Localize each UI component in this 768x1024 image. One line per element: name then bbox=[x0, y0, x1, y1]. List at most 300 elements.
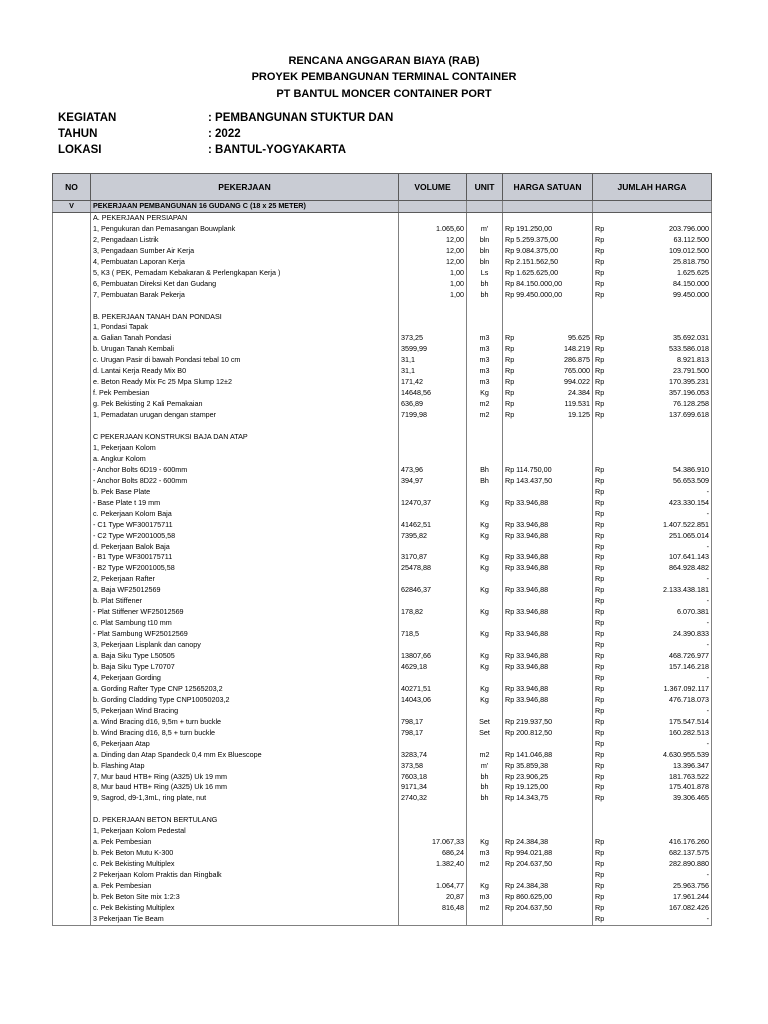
cell-harga-satuan bbox=[503, 804, 593, 815]
table-row bbox=[53, 498, 712, 509]
col-volume: VOLUME bbox=[399, 174, 467, 201]
cell-harga-satuan: Rp 33.946,88 bbox=[503, 662, 593, 673]
currency-label: Rp bbox=[595, 596, 605, 606]
cell-unit: m2 bbox=[467, 750, 503, 761]
cell-jumlah-harga bbox=[593, 728, 712, 739]
cell-harga-satuan bbox=[503, 201, 593, 213]
table-row bbox=[53, 706, 712, 717]
cell-harga-satuan bbox=[503, 739, 593, 750]
cell-no bbox=[53, 235, 91, 246]
jumlah-split bbox=[595, 574, 709, 585]
amount-value: - bbox=[706, 640, 709, 650]
cell-jumlah-harga bbox=[593, 235, 712, 246]
cell-unit: bln bbox=[467, 257, 503, 268]
cell-volume: 1.065,60 bbox=[399, 224, 467, 235]
jumlah-split bbox=[595, 640, 709, 651]
cell-jumlah-harga bbox=[593, 520, 712, 531]
cell-pekerjaan bbox=[91, 804, 399, 815]
cell-volume bbox=[399, 914, 467, 925]
cell-no bbox=[53, 333, 91, 344]
cell-jumlah-harga bbox=[593, 848, 712, 859]
jumlah-split bbox=[595, 531, 709, 542]
jumlah-split bbox=[595, 410, 709, 421]
cell-unit bbox=[467, 509, 503, 520]
cell-pekerjaan: a. Wind Bracing d16, 9,5m + turn buckle bbox=[91, 717, 399, 728]
price-value: 119.531 bbox=[564, 399, 590, 409]
cell-harga-satuan: Rp 33.946,88 bbox=[503, 629, 593, 640]
cell-jumlah-harga bbox=[593, 804, 712, 815]
amount-value: 25.963.756 bbox=[673, 881, 709, 891]
jumlah-split bbox=[595, 377, 709, 388]
currency-label: Rp bbox=[595, 607, 605, 617]
cell-volume bbox=[399, 443, 467, 454]
currency-label: Rp bbox=[595, 475, 605, 485]
cell-pekerjaan: 5, K3 ( PEK, Pemadam Kebakaran & Perlengkapan Kerja ) bbox=[91, 268, 399, 279]
cell-unit: m3 bbox=[467, 848, 503, 859]
meta-kegiatan bbox=[58, 112, 393, 124]
table-row bbox=[53, 684, 712, 695]
table-row bbox=[53, 465, 712, 476]
cell-volume bbox=[399, 804, 467, 815]
jumlah-split bbox=[595, 837, 709, 848]
section-row bbox=[53, 201, 712, 213]
cell-jumlah-harga bbox=[593, 465, 712, 476]
currency-label: Rp bbox=[595, 716, 605, 726]
cell-harga-satuan bbox=[503, 333, 593, 344]
cell-no bbox=[53, 257, 91, 268]
cell-volume: 718,5 bbox=[399, 629, 467, 640]
cell-pekerjaan bbox=[91, 301, 399, 312]
jumlah-split bbox=[595, 257, 709, 268]
table-row bbox=[53, 673, 712, 684]
cell-jumlah-harga bbox=[593, 333, 712, 344]
jumlah-split bbox=[595, 728, 709, 739]
cell-jumlah-harga bbox=[593, 914, 712, 925]
cell-pekerjaan: a. Angkur Kolom bbox=[91, 454, 399, 465]
table-row bbox=[53, 782, 712, 793]
cell-no bbox=[53, 410, 91, 421]
cell-jumlah-harga bbox=[593, 563, 712, 574]
jumlah-split bbox=[595, 859, 709, 870]
cell-pekerjaan: D. PEKERJAAN BETON BERTULANG bbox=[91, 815, 399, 826]
jumlah-split bbox=[595, 520, 709, 531]
currency-label: Rp bbox=[595, 366, 605, 376]
table-row bbox=[53, 695, 712, 706]
cell-unit: Kg bbox=[467, 837, 503, 848]
cell-no bbox=[53, 607, 91, 618]
cell-volume: 798,17 bbox=[399, 728, 467, 739]
table-row bbox=[53, 728, 712, 739]
amount-value: 76.128.258 bbox=[673, 399, 709, 409]
cell-no bbox=[53, 563, 91, 574]
currency-label: Rp bbox=[595, 234, 605, 244]
cell-unit: Bh bbox=[467, 476, 503, 487]
cell-pekerjaan: 2 Pekerjaan Kolom Praktis dan Ringbalk bbox=[91, 870, 399, 881]
cell-jumlah-harga bbox=[593, 695, 712, 706]
jumlah-split bbox=[595, 903, 709, 914]
amount-value: 137.699.618 bbox=[669, 410, 709, 420]
cell-no bbox=[53, 772, 91, 783]
cell-unit: Kg bbox=[467, 585, 503, 596]
col-pekerjaan: PEKERJAAN bbox=[91, 174, 399, 201]
cell-pekerjaan: g. Pek Bekisting 2 Kali Pemakaian bbox=[91, 399, 399, 410]
cell-unit: m3 bbox=[467, 355, 503, 366]
table-body bbox=[53, 201, 712, 926]
cell-unit: m2 bbox=[467, 859, 503, 870]
cell-harga-satuan bbox=[503, 312, 593, 323]
cell-pekerjaan: b. Plat Stiffener bbox=[91, 596, 399, 607]
cell-volume bbox=[399, 301, 467, 312]
cell-pekerjaan: 4, Pekerjaan Gording bbox=[91, 673, 399, 684]
table-row bbox=[53, 607, 712, 618]
cell-volume: 7199,98 bbox=[399, 410, 467, 421]
currency-label: Rp bbox=[595, 662, 605, 671]
cell-volume: 13807,66 bbox=[399, 651, 467, 662]
cell-jumlah-harga bbox=[593, 750, 712, 761]
cell-harga-satuan bbox=[503, 596, 593, 607]
cell-jumlah-harga bbox=[593, 793, 712, 804]
cell-no bbox=[53, 793, 91, 804]
currency-label: Rp bbox=[595, 881, 605, 891]
cell-jumlah-harga bbox=[593, 531, 712, 542]
table-row bbox=[53, 377, 712, 388]
cell-no bbox=[53, 476, 91, 487]
cell-unit bbox=[467, 421, 503, 432]
cell-unit: Kg bbox=[467, 881, 503, 892]
cell-unit: m2 bbox=[467, 903, 503, 914]
currency-label: Rp bbox=[505, 388, 515, 398]
cell-pekerjaan: c. Pek Bekisting Multiplex bbox=[91, 859, 399, 870]
cell-unit bbox=[467, 487, 503, 498]
cell-jumlah-harga bbox=[593, 552, 712, 563]
amount-value: 1.367.092.117 bbox=[663, 683, 709, 693]
cell-jumlah-harga bbox=[593, 618, 712, 629]
cell-harga-satuan bbox=[503, 815, 593, 826]
cell-unit bbox=[467, 618, 503, 629]
price-value: 765.000 bbox=[564, 366, 590, 376]
cell-harga-satuan: Rp 994.021,88 bbox=[503, 848, 593, 859]
cell-unit: Kg bbox=[467, 563, 503, 574]
cell-volume bbox=[399, 826, 467, 837]
jumlah-split bbox=[595, 892, 709, 903]
cell-jumlah-harga bbox=[593, 782, 712, 793]
amount-value: 203.796.000 bbox=[669, 223, 709, 233]
cell-harga-satuan: Rp 9.084.375,00 bbox=[503, 246, 593, 257]
cell-no bbox=[53, 859, 91, 870]
cell-harga-satuan: Rp 204.637,50 bbox=[503, 903, 593, 914]
cell-pekerjaan: C PEKERJAAN KONSTRUKSI BAJA DAN ATAP bbox=[91, 432, 399, 443]
cell-unit: Ls bbox=[467, 268, 503, 279]
cell-jumlah-harga bbox=[593, 772, 712, 783]
currency-label: Rp bbox=[595, 519, 605, 529]
currency-label: Rp bbox=[595, 289, 605, 299]
cell-harga-satuan: Rp 24.384,38 bbox=[503, 837, 593, 848]
cell-no bbox=[53, 322, 91, 333]
cell-pekerjaan: a. Baja Siku Type L50505 bbox=[91, 651, 399, 662]
cell-jumlah-harga bbox=[593, 498, 712, 509]
table-row bbox=[53, 268, 712, 279]
cell-pekerjaan: 3, Pengadaan Sumber Air Kerja bbox=[91, 246, 399, 257]
cell-jumlah-harga bbox=[593, 377, 712, 388]
table-row bbox=[53, 246, 712, 257]
harga-satuan-split bbox=[505, 399, 590, 410]
currency-label: Rp bbox=[595, 410, 605, 420]
cell-no bbox=[53, 443, 91, 454]
cell-jumlah-harga bbox=[593, 684, 712, 695]
cell-unit: bh bbox=[467, 290, 503, 301]
cell-no bbox=[53, 520, 91, 531]
cell-harga-satuan: Rp 33.946,88 bbox=[503, 695, 593, 706]
amount-value: 84.150.000 bbox=[673, 278, 709, 288]
amount-value: 109.012.500 bbox=[669, 245, 709, 255]
jumlah-split bbox=[595, 476, 709, 487]
amount-value: - bbox=[706, 541, 709, 551]
table-row bbox=[53, 235, 712, 246]
cell-harga-satuan: Rp 200.812,50 bbox=[503, 728, 593, 739]
cell-pekerjaan: 5, Pekerjaan Wind Bracing bbox=[91, 706, 399, 717]
cell-unit bbox=[467, 804, 503, 815]
cell-pekerjaan: - Base Plate t 19 mm bbox=[91, 498, 399, 509]
jumlah-split bbox=[595, 782, 709, 793]
cell-pekerjaan: a. Gording Rafter Type CNP 12565203,2 bbox=[91, 684, 399, 695]
cell-unit: bh bbox=[467, 772, 503, 783]
cell-volume: 20,87 bbox=[399, 892, 467, 903]
cell-jumlah-harga bbox=[593, 224, 712, 235]
meta-label: TAHUN bbox=[58, 128, 98, 140]
jumlah-split bbox=[595, 355, 709, 366]
currency-label: Rp bbox=[505, 377, 515, 387]
cell-pekerjaan: c. Urugan Pasir di bawah Pondasi tebal 10 cm bbox=[91, 355, 399, 366]
table-row bbox=[53, 399, 712, 410]
table-row bbox=[53, 410, 712, 421]
cell-unit bbox=[467, 542, 503, 553]
currency-label: Rp bbox=[595, 782, 605, 792]
cell-volume: 9171,34 bbox=[399, 782, 467, 793]
cell-pekerjaan: - Anchor Bolts 8D22 - 600mm bbox=[91, 476, 399, 487]
cell-no bbox=[53, 870, 91, 881]
table-row bbox=[53, 443, 712, 454]
currency-label: Rp bbox=[595, 508, 605, 518]
cell-pekerjaan: d. Lantai Kerja Ready Mix B0 bbox=[91, 366, 399, 377]
cell-harga-satuan bbox=[503, 487, 593, 498]
cell-no bbox=[53, 651, 91, 662]
cell-unit: Bh bbox=[467, 465, 503, 476]
currency-label: Rp bbox=[595, 333, 605, 343]
table-row bbox=[53, 892, 712, 903]
cell-volume: 40271,51 bbox=[399, 684, 467, 695]
cell-no bbox=[53, 596, 91, 607]
jumlah-split bbox=[595, 585, 709, 596]
cell-pekerjaan: a. Baja WF25012569 bbox=[91, 585, 399, 596]
harga-satuan-split bbox=[505, 388, 590, 399]
currency-label: Rp bbox=[505, 399, 515, 409]
table-row bbox=[53, 487, 712, 498]
cell-jumlah-harga bbox=[593, 257, 712, 268]
currency-label: Rp bbox=[505, 410, 515, 420]
table-row bbox=[53, 520, 712, 531]
amount-value: - bbox=[706, 705, 709, 715]
cell-no bbox=[53, 848, 91, 859]
amount-value: 24.390.833 bbox=[673, 629, 709, 639]
cell-harga-satuan: Rp 1.625.625,00 bbox=[503, 268, 593, 279]
jumlah-split bbox=[595, 596, 709, 607]
cell-harga-satuan: Rp 191.250,00 bbox=[503, 224, 593, 235]
table-row bbox=[53, 881, 712, 892]
cell-jumlah-harga bbox=[593, 410, 712, 421]
currency-label: Rp bbox=[595, 683, 605, 693]
currency-label: Rp bbox=[595, 245, 605, 255]
amount-value: 1.407.522.851 bbox=[663, 519, 709, 529]
price-value: 994.022 bbox=[564, 377, 590, 387]
cell-jumlah-harga bbox=[593, 212, 712, 223]
cell-pekerjaan: b. Baja Siku Type L70707 bbox=[91, 662, 399, 673]
cell-jumlah-harga bbox=[593, 815, 712, 826]
table-row bbox=[53, 552, 712, 563]
table-row bbox=[53, 585, 712, 596]
cell-unit: m3 bbox=[467, 366, 503, 377]
amount-value: - bbox=[706, 486, 709, 496]
table-row bbox=[53, 772, 712, 783]
cell-jumlah-harga bbox=[593, 870, 712, 881]
cell-unit bbox=[467, 815, 503, 826]
cell-pekerjaan: d. Pekerjaan Balok Baja bbox=[91, 542, 399, 553]
cell-unit: m' bbox=[467, 224, 503, 235]
cell-unit: m2 bbox=[467, 410, 503, 421]
table-row bbox=[53, 312, 712, 323]
table-row bbox=[53, 640, 712, 651]
cell-pekerjaan: 1, Pondasi Tapak bbox=[91, 322, 399, 333]
jumlah-split bbox=[595, 793, 709, 804]
cell-jumlah-harga bbox=[593, 717, 712, 728]
currency-label: Rp bbox=[595, 399, 605, 409]
currency-label: Rp bbox=[595, 694, 605, 704]
cell-unit: m3 bbox=[467, 892, 503, 903]
cell-volume bbox=[399, 640, 467, 651]
currency-label: Rp bbox=[595, 344, 605, 354]
currency-label: Rp bbox=[505, 333, 515, 343]
cell-unit: Kg bbox=[467, 388, 503, 399]
cell-pekerjaan: 1, Pekerjaan Kolom Pedestal bbox=[91, 826, 399, 837]
cell-pekerjaan: f. Pek Pembesian bbox=[91, 388, 399, 399]
cell-pekerjaan: b. Pek Beton Site mix 1:2:3 bbox=[91, 892, 399, 903]
doc-title: RENCANA ANGGARAN BIAYA (RAB) bbox=[288, 55, 480, 67]
cell-no bbox=[53, 903, 91, 914]
cell-no bbox=[53, 739, 91, 750]
jumlah-split bbox=[595, 848, 709, 859]
cell-unit: bh bbox=[467, 279, 503, 290]
currency-label: Rp bbox=[595, 223, 605, 233]
cell-harga-satuan bbox=[503, 870, 593, 881]
cell-volume: 394,97 bbox=[399, 476, 467, 487]
cell-harga-satuan bbox=[503, 399, 593, 410]
cell-unit bbox=[467, 706, 503, 717]
amount-value: 1.625.625 bbox=[677, 267, 709, 277]
cell-no bbox=[53, 881, 91, 892]
currency-label: Rp bbox=[595, 629, 605, 639]
cell-unit bbox=[467, 914, 503, 925]
price-value: 95.625 bbox=[568, 333, 590, 343]
amount-value: 864.928.482 bbox=[669, 563, 709, 573]
jumlah-split bbox=[595, 279, 709, 290]
cell-pekerjaan: b. Pek Base Plate bbox=[91, 487, 399, 498]
table-row bbox=[53, 388, 712, 399]
cell-no bbox=[53, 542, 91, 553]
cell-harga-satuan bbox=[503, 673, 593, 684]
amount-value: - bbox=[706, 870, 709, 880]
currency-label: Rp bbox=[595, 640, 605, 650]
cell-no bbox=[53, 717, 91, 728]
currency-label: Rp bbox=[595, 618, 605, 628]
cell-unit: Set bbox=[467, 717, 503, 728]
cell-pekerjaan: - Anchor Bolts 6D19 - 600mm bbox=[91, 465, 399, 476]
table-row bbox=[53, 542, 712, 553]
table-row bbox=[53, 903, 712, 914]
cell-no bbox=[53, 837, 91, 848]
jumlah-split bbox=[595, 290, 709, 301]
table-row bbox=[53, 257, 712, 268]
cell-unit bbox=[467, 212, 503, 223]
jumlah-split bbox=[595, 618, 709, 629]
col-unit: UNIT bbox=[467, 174, 503, 201]
cell-volume bbox=[399, 673, 467, 684]
cell-harga-satuan bbox=[503, 344, 593, 355]
cell-unit bbox=[467, 640, 503, 651]
currency-label: Rp bbox=[595, 278, 605, 288]
cell-jumlah-harga bbox=[593, 881, 712, 892]
cell-volume: 12,00 bbox=[399, 235, 467, 246]
cell-jumlah-harga bbox=[593, 607, 712, 618]
cell-harga-satuan bbox=[503, 366, 593, 377]
currency-label: Rp bbox=[595, 892, 605, 901]
cell-volume: 12,00 bbox=[399, 246, 467, 257]
currency-label: Rp bbox=[595, 388, 605, 398]
currency-label: Rp bbox=[595, 541, 605, 551]
cell-volume bbox=[399, 596, 467, 607]
cell-no bbox=[53, 487, 91, 498]
table-row bbox=[53, 750, 712, 761]
cell-no bbox=[53, 552, 91, 563]
jumlah-split bbox=[595, 684, 709, 695]
cell-jumlah-harga bbox=[593, 673, 712, 684]
cell-jumlah-harga bbox=[593, 432, 712, 443]
jumlah-split bbox=[595, 651, 709, 662]
harga-satuan-split bbox=[505, 366, 590, 377]
cell-pekerjaan: 2, Pengadaan Listrik bbox=[91, 235, 399, 246]
meta-label: LOKASI bbox=[58, 144, 102, 156]
cell-harga-satuan: Rp 23.906,25 bbox=[503, 772, 593, 783]
currency-label: Rp bbox=[595, 530, 605, 540]
table-row bbox=[53, 662, 712, 673]
cell-unit bbox=[467, 322, 503, 333]
amount-value: 416.176.260 bbox=[669, 837, 709, 847]
cell-unit bbox=[467, 312, 503, 323]
cell-no bbox=[53, 684, 91, 695]
currency-label: Rp bbox=[595, 672, 605, 682]
cell-unit: Kg bbox=[467, 662, 503, 673]
cell-harga-satuan: Rp 19.125,00 bbox=[503, 782, 593, 793]
cell-pekerjaan: - C1 Type WF300175711 bbox=[91, 520, 399, 531]
cell-harga-satuan: Rp 35.859,38 bbox=[503, 761, 593, 772]
table-row bbox=[53, 848, 712, 859]
cell-no bbox=[53, 432, 91, 443]
currency-label: Rp bbox=[595, 377, 605, 387]
jumlah-split bbox=[595, 333, 709, 344]
cell-unit bbox=[467, 443, 503, 454]
cell-jumlah-harga bbox=[593, 312, 712, 323]
table-row bbox=[53, 793, 712, 804]
cell-volume: 17.067,33 bbox=[399, 837, 467, 848]
table-row bbox=[53, 651, 712, 662]
